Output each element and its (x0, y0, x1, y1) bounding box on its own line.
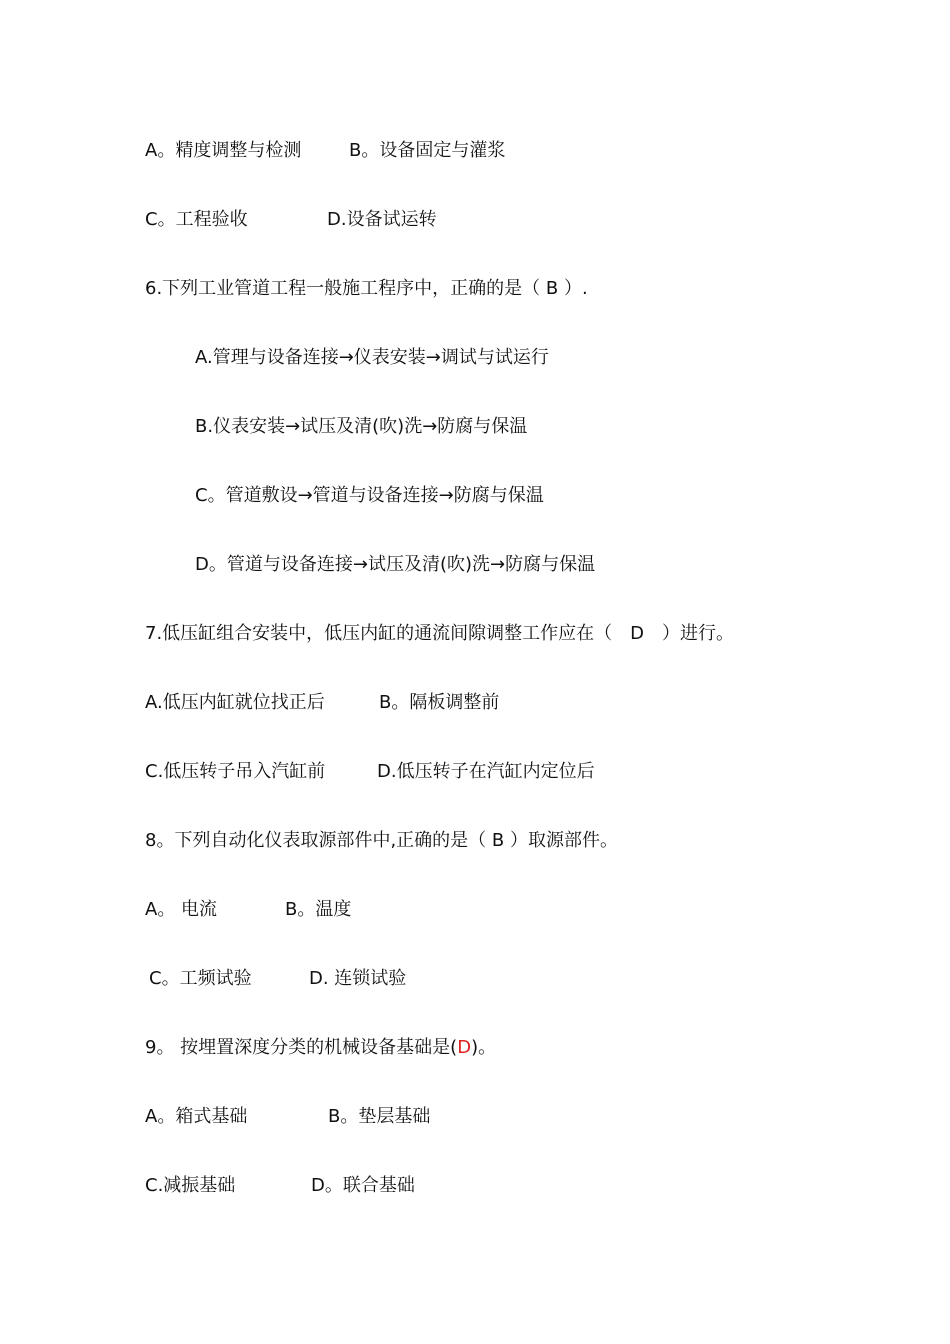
q6-option-d: D。管道与设备连接→试压及清(吹)洗→防腐与保温 (195, 554, 596, 575)
q7-option-c: C.低压转子吊入汽缸前 (145, 761, 326, 782)
q9-answer: D (457, 1037, 472, 1058)
q7-question: 7.低压缸组合安装中，低压内缸的通流间隙调整工作应在（ D ）进行。 (145, 623, 735, 644)
q9-option-c: C.减振基础 (145, 1175, 236, 1196)
q8-options-row-1 (145, 898, 845, 970)
q5-options-row-1 (145, 139, 845, 211)
q8-question: 8。下列自动化仪表取源部件中,正确的是（ B ）取源部件。 (145, 830, 618, 851)
q9-options-row-2 (145, 1174, 845, 1246)
q9-question-text: 9。 按埋置深度分类的机械设备基础是( (145, 1037, 458, 1058)
q7-option-b: B。隔板调整前 (379, 692, 500, 713)
q8-option-d: D. 连锁试验 (309, 968, 407, 989)
q6-question: 6.下列工业管道工程一般施工程序中，正确的是（ B ）. (145, 278, 588, 299)
q9-question (145, 1036, 496, 1060)
q9-option-a: A。箱式基础 (145, 1106, 248, 1127)
q6-option-b: B.仪表安装→试压及清(吹)洗→防腐与保温 (195, 416, 528, 437)
q8-option-c: C。工频试验 (149, 968, 252, 989)
q8-option-a: A。 电流 (145, 899, 218, 920)
q9-question-end: )。 (471, 1037, 497, 1058)
q8-options-row-2 (149, 967, 849, 1039)
q5-options-row-2 (145, 208, 845, 280)
q7-option-a: A.低压内缸就位找正后 (145, 692, 325, 713)
q9-option-b: B。垫层基础 (328, 1106, 431, 1127)
q8-option-b: B。温度 (285, 899, 352, 920)
q7-options-row-2 (145, 760, 845, 832)
q5-option-c: C。工程验收 (145, 209, 248, 230)
q5-option-d: D.设备试运转 (327, 209, 437, 230)
q5-option-a: A。精度调整与检测 (145, 140, 302, 161)
q7-option-d: D.低压转子在汽缸内定位后 (377, 761, 595, 782)
q6-option-a: A.管理与设备连接→仪表安装→调试与试运行 (195, 347, 549, 368)
q9-options-row-1 (145, 1105, 845, 1177)
q5-option-b: B。设备固定与灌浆 (349, 140, 506, 161)
q6-option-c: C。管道敷设→管道与设备连接→防腐与保温 (195, 485, 544, 506)
q9-option-d: D。联合基础 (311, 1175, 415, 1196)
q7-options-row-1 (145, 691, 845, 763)
